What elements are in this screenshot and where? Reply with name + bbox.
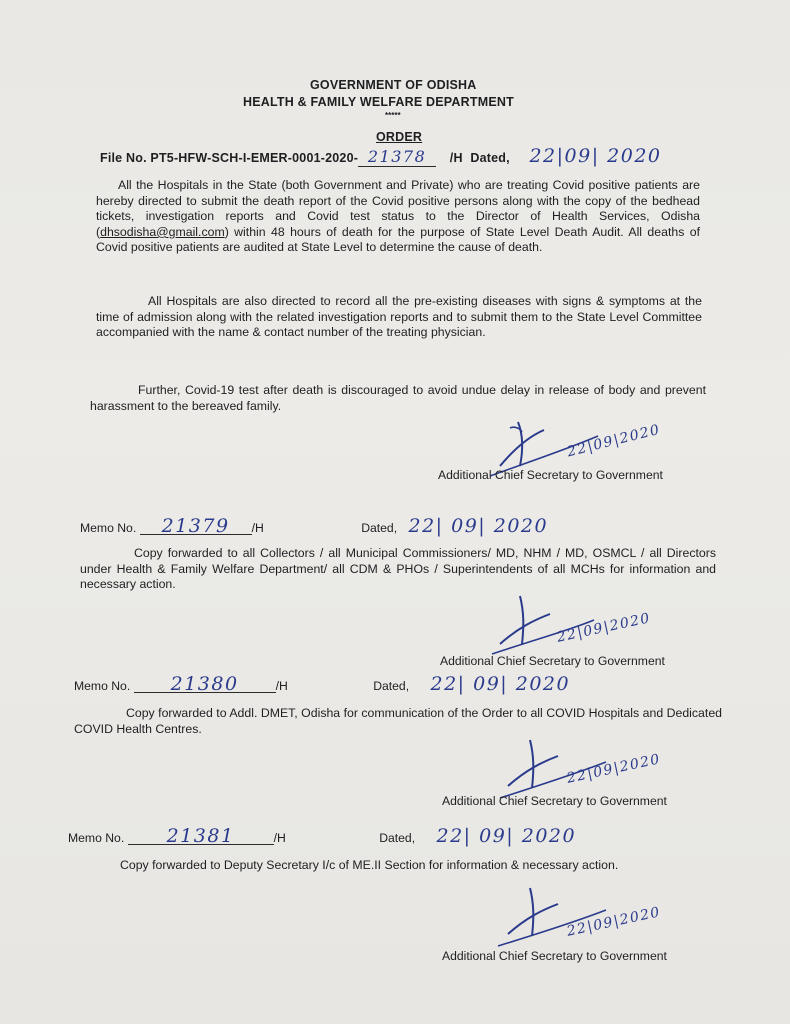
signatory-3: Additional Chief Secretary to Government (442, 794, 667, 808)
order-p1-part1: All the Hospitals in the State (both Government and Private) who are treating Covid positive patients are hereby directed to submit the death report of the Covid positive persons along with the copy of the bedhead tickets, investigation reports and Covid test status to the Director of Health Services, Odisha ( (96, 178, 700, 239)
email-link[interactable]: dhsodisha@gmail.com (100, 224, 225, 239)
memo-3-number: 21381 (128, 828, 274, 845)
memo-3-dated-label: Dated, (379, 831, 416, 845)
order-paragraph-1 (96, 178, 700, 256)
memo-3-text: Copy forwarded to Deputy Secretary I/c of ME.II Section for information & necessary action. (120, 858, 619, 872)
memo-1-date: 22| 09| 2020 (408, 515, 549, 537)
memo-3-date: 22| 09| 2020 (436, 825, 577, 847)
file-number-line (100, 145, 662, 167)
memo-2-suffix: /H (275, 679, 288, 693)
order-title: ORDER (376, 130, 423, 144)
signatory-1: Additional Chief Secretary to Government (438, 468, 663, 482)
memo-1-label: Memo No. (80, 521, 137, 535)
header-stars: ***** (385, 111, 401, 120)
memo-1-dated-label: Dated, (361, 521, 398, 535)
memo-1-line (80, 515, 549, 537)
memo-1-number: 21379 (140, 518, 252, 535)
file-dated-label: Dated, (470, 151, 510, 165)
memo-2-date: 22| 09| 2020 (430, 673, 571, 695)
memo-2-number: 21380 (134, 676, 276, 693)
memo-2-line (74, 673, 571, 695)
government-heading: GOVERNMENT OF ODISHA (310, 78, 477, 92)
signature-4-date: 22|09|2020 (565, 904, 663, 940)
file-number-suffix: /H (449, 151, 463, 165)
memo-3-suffix: /H (273, 831, 286, 845)
signature-3-date: 22|09|2020 (565, 751, 663, 787)
memo-3-line (68, 825, 577, 847)
memo-1-text: Copy forwarded to all Collectors / all Municipal Commissioners/ MD, NHM / MD, OSMCL / all Directors under Health & Family Welfare Department/ all CDM & PHOs / Superintendents of all MCHs for information and necessary action. (80, 546, 716, 592)
department-heading: HEALTH & FAMILY WELFARE DEPARTMENT (243, 95, 514, 109)
signatory-4: Additional Chief Secretary to Government (442, 949, 667, 963)
memo-1-suffix: /H (251, 521, 264, 535)
memo-2-label: Memo No. (74, 679, 131, 693)
order-paragraph-2: All Hospitals are also directed to record all the pre-existing diseases with signs & symptoms at the time of admission along with the related investigation reports and to submit them to the State Level Committee accompanied with the name & contact number of the treating physician. (96, 294, 702, 340)
order-paragraph-3: Further, Covid-19 test after death is discouraged to avoid undue delay in release of body and prevent harassment to the bereaved family. (90, 383, 706, 413)
file-number-handwritten: 21378 (358, 147, 436, 167)
signature-1-date: 22|09|2020 (565, 421, 663, 461)
file-date-handwritten: 22|09| 2020 (529, 145, 662, 167)
signature-2-date: 22|09|2020 (555, 610, 653, 646)
signatory-2: Additional Chief Secretary to Government (440, 654, 665, 668)
memo-2-dated-label: Dated, (373, 679, 410, 693)
file-number-prefix: File No. PT5-HFW-SCH-I-EMER-0001-2020- (100, 151, 359, 165)
order-p1-part2: ) within 48 hours of death for the purpose of State Level Death Audit. All deaths of Covid positive patients are audited at State Level to determine the cause of death. (96, 224, 700, 255)
memo-2-text: Copy forwarded to Addl. DMET, Odisha for communication of the Order to all COVID Hospitals and Dedicated COVID Health Centres. (74, 706, 722, 736)
memo-3-label: Memo No. (68, 831, 125, 845)
